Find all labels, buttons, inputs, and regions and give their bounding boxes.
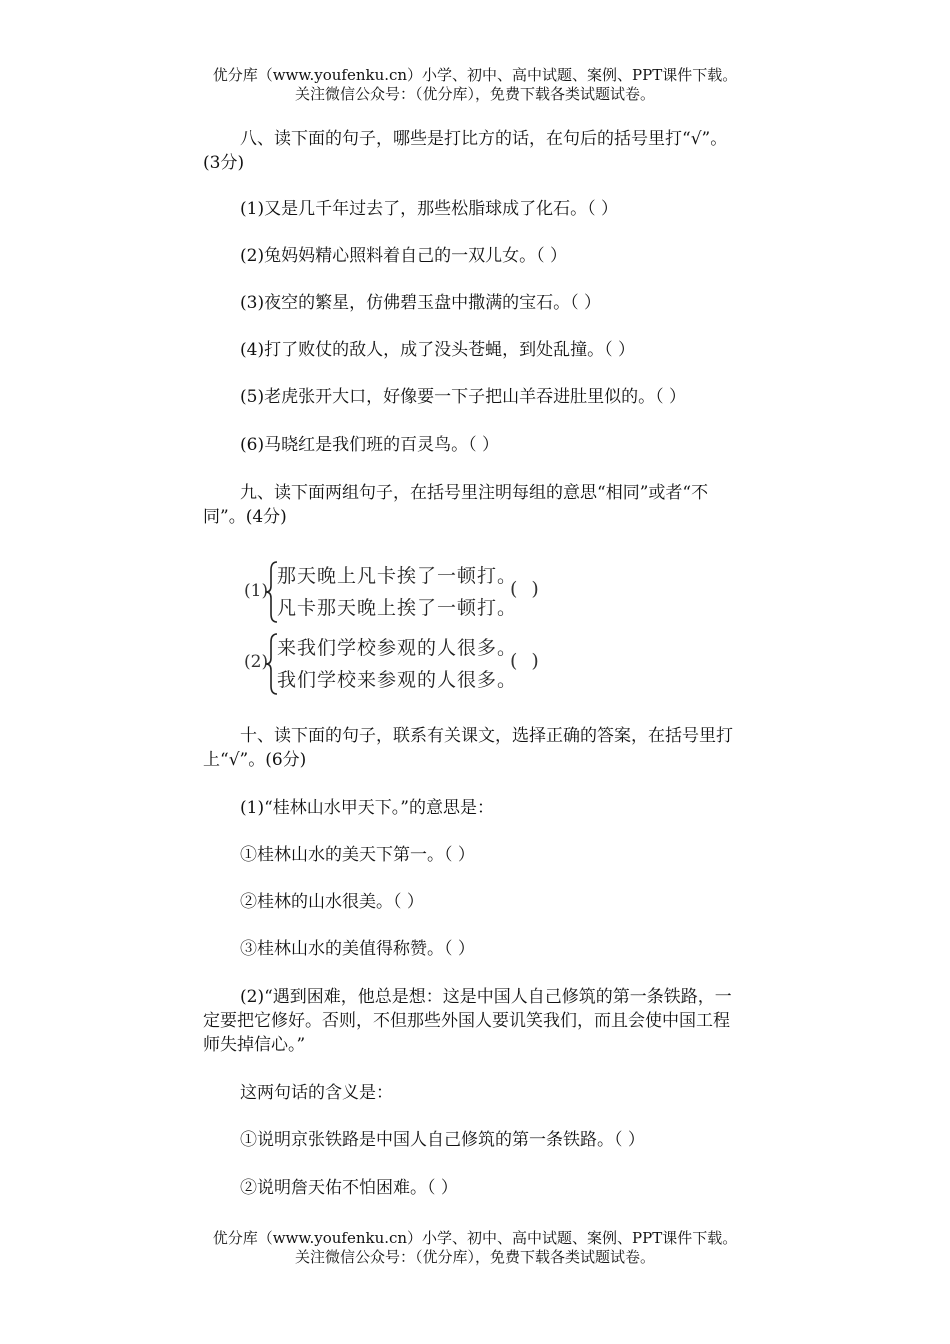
question-1-option: ①桂林山水的美天下第一。（ ） [240, 845, 475, 865]
section-8-title: 八、读下面的句子，哪些是打比方的话，在句后的括号里打“√”。 [240, 129, 728, 149]
question-1-option: ③桂林山水的美值得称赞。（ ） [240, 939, 475, 959]
section-8-item: (2)兔妈妈精心照料着自己的一双儿女。（ ） [240, 246, 567, 266]
section-8-title-cont: (3分) [203, 153, 245, 173]
section-8-item: (1)又是几千年过去了，那些松脂球成了化石。（ ） [240, 199, 618, 219]
sentence: 来我们学校参观的人很多。 [277, 637, 518, 659]
question-2-line-3: 师失掉信心。” [203, 1035, 306, 1055]
section-8-item: (6)马晓红是我们班的百灵鸟。（ ） [240, 435, 499, 455]
sentence: 凡卡那天晚上挨了一顿打。 [277, 597, 518, 619]
answer-parentheses: () [510, 650, 553, 672]
page-header-line-1: 优分库（www.youfenku.cn）小学、初中、高中试题、案例、PPT课件下载。 [212, 66, 738, 84]
question-1: (1)“桂林山水甲天下。”的意思是： [240, 798, 494, 818]
question-2-line-2: 定要把它修好。否则，不但那些外国人要讥笑我们，而且会使中国工程 [203, 1011, 730, 1031]
section-8-item: (4)打了败仗的敌人，成了没头苍蝇，到处乱撞。（ ） [240, 340, 635, 360]
question-1-option: ②桂林的山水很美。（ ） [240, 892, 424, 912]
section-8-item: (3)夜空的繁星，仿佛碧玉盘中撒满的宝石。（ ） [240, 293, 601, 313]
section-8-item: (5)老虎张开大口，好像要一下子把山羊吞进肚里似的。（ ） [240, 387, 686, 407]
section-10-title: 十、读下面的句子，联系有关课文，选择正确的答案，在括号里打 [240, 726, 733, 746]
group-number: (1) [244, 581, 269, 601]
page-header-line-2: 关注微信公众号：（优分库），免费下载各类试题试卷。 [294, 85, 655, 103]
page-footer-line-1: 优分库（www.youfenku.cn）小学、初中、高中试题、案例、PPT课件下载。 [212, 1229, 738, 1247]
section-9-title: 九、读下面两组句子，在括号里注明每组的意思“相同”或者“不 [240, 483, 709, 503]
section-10-title-cont: 上“√”。(6分) [203, 750, 307, 770]
question-2-line-1: (2)“遇到困难，他总是想：这是中国人自己修筑的第一条铁路，一 [240, 987, 732, 1007]
sentence: 那天晚上凡卡挨了一顿打。 [277, 565, 518, 587]
question-2-option: ①说明京张铁路是中国人自己修筑的第一条铁路。（ ） [240, 1130, 645, 1150]
group-number: (2) [244, 652, 269, 672]
question-2-option: ②说明詹天佑不怕困难。（ ） [240, 1178, 458, 1198]
question-2-intro: 这两句话的含义是： [240, 1083, 393, 1103]
answer-parentheses: () [510, 578, 553, 600]
page-footer-line-2: 关注微信公众号：（优分库），免费下载各类试题试卷。 [294, 1248, 655, 1266]
section-9-title-cont: 同”。(4分) [203, 507, 287, 527]
sentence: 我们学校来参观的人很多。 [277, 669, 518, 691]
